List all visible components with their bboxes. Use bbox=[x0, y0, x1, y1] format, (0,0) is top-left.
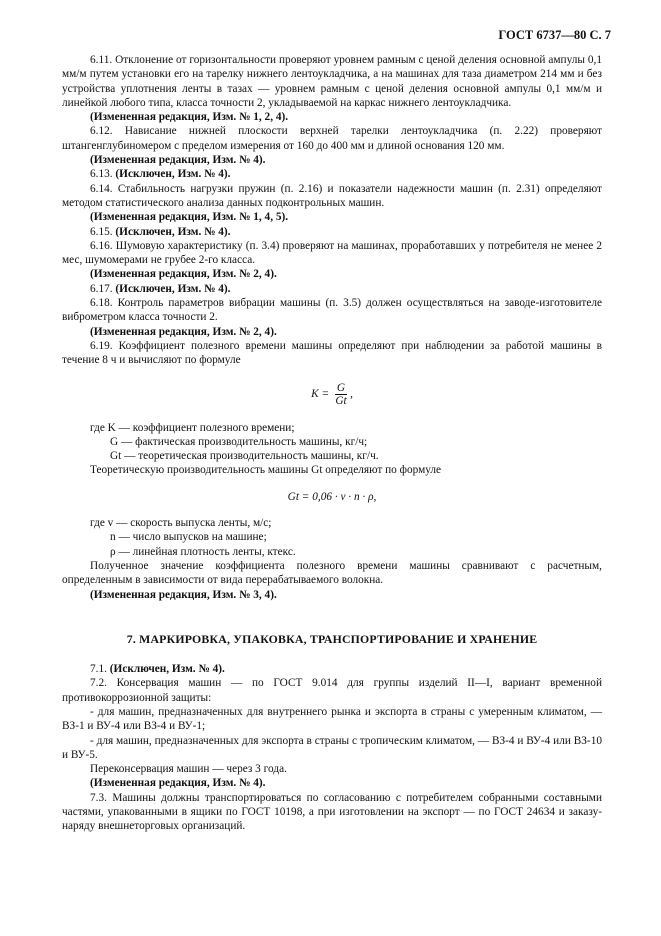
clause-6-16: 6.16. Шумовую характеристику (п. 3.4) проверяют на машинах, проработавших у потребителя не менее 2 мес, шумомерами не грубее 2-го класса. bbox=[62, 239, 602, 267]
where-gt-def: v — скорость выпуска ленты, м/с; bbox=[107, 517, 272, 530]
where-gt-line3: ρ — линейная плотность ленты, ктекс. bbox=[110, 545, 296, 558]
clause-6-17-excluded: (Исключен, Изм. № 4). bbox=[115, 282, 231, 295]
where-k-line1 bbox=[62, 421, 602, 435]
edit-note-6-11: (Измененная редакция, Изм. № 1, 2, 4). bbox=[90, 111, 289, 124]
clause-6-13 bbox=[62, 167, 602, 181]
formula-k bbox=[62, 382, 602, 407]
where-k-def: K — коэффициент полезного времени; bbox=[107, 421, 295, 434]
edit-note-6-19: (Измененная редакция, Изм. № 3, 4). bbox=[90, 588, 277, 601]
clause-6-19: 6.19. Коэффициент полезного времени машины определяют при наблюдении за работой машины в течение 8 ч и вычисляют по формуле bbox=[62, 339, 602, 367]
clause-6-17-number: 6.17. bbox=[90, 282, 113, 295]
clause-6-13-number: 6.13. bbox=[90, 168, 113, 181]
clause-6-15-excluded: (Исключен, Изм. № 4). bbox=[115, 225, 231, 238]
where-k-lead: где bbox=[90, 421, 105, 434]
edit-note-6-16: (Измененная редакция, Изм. № 2, 4). bbox=[90, 268, 277, 281]
clause-6-15-number: 6.15. bbox=[90, 225, 113, 238]
formula-k-tail: , bbox=[350, 387, 353, 400]
clause-6-17 bbox=[62, 282, 602, 296]
result-para: Полученное значение коэффициента полезного времени машины сравнивают с расчетным, определенным в зависимости от вида перерабатываемого волокна. bbox=[62, 559, 602, 587]
edit-note-7-2: (Измененная редакция, Изм. № 4). bbox=[90, 777, 266, 790]
formula-k-fraction bbox=[335, 382, 347, 407]
formula-k-numerator: G bbox=[336, 381, 346, 394]
document-body bbox=[62, 53, 602, 834]
clause-6-12: 6.12. Нависание нижней плоскости верхней тарелки лентоукладчика (п. 2.22) проверяют штангенглубиномером с пределом измерения от 160 до 400 мм и длиной основания 120 мм. bbox=[62, 125, 602, 152]
clause-7-1-number: 7.1. bbox=[90, 663, 107, 676]
clause-7-2-item-a: - для машин, предназначенных для внутреннего рынка и экспорта в страны с умеренным климатом, — ВЗ-1 и ВУ-4 или ВЗ-4 и ВУ-1; bbox=[62, 705, 602, 733]
clause-7-2: 7.2. Консервация машин — по ГОСТ 9.014 для группы изделий II—I, вариант временной противокоррозионной защиты: bbox=[62, 677, 602, 704]
clause-7-2-item-b: - для машин, предназначенных для экспорта в страны с тропическим климатом, — ВЗ-4 и ВУ-4 или ВЗ-10 и ВУ-5. bbox=[62, 734, 602, 761]
page-header: ГОСТ 6737—80 С. 7 bbox=[498, 28, 611, 42]
clause-7-1-excluded: (Исключен, Изм. № 4). bbox=[109, 663, 225, 676]
clause-7-1 bbox=[62, 662, 602, 676]
formula-gt: Gt = 0,06 · v · n · ρ, bbox=[287, 490, 377, 503]
theoretical-productivity-para: Теоретическую производительность машины Gt определяют по формуле bbox=[90, 464, 442, 477]
formula-k-denominator: Gt bbox=[335, 394, 347, 407]
where-gt-line2: n — число выпусков на машине; bbox=[110, 531, 267, 544]
clause-7-2-reconservation: Переконсервация машин — через 3 года. bbox=[90, 763, 287, 776]
where-gt-line1 bbox=[62, 516, 602, 530]
clause-7-3: 7.3. Машины должны транспортироваться по согласованию с потребителем собранными составными частями, упакованными в ящики по ГОСТ 10198, а при изготовлении на экспорт — по ГОСТ 24634 и заказу-наряду внешнеторговых организаций. bbox=[62, 791, 602, 833]
where-k-line2: G — фактическая производительность машины, кг/ч; bbox=[110, 435, 368, 448]
edit-note-6-14: (Измененная редакция, Изм. № 1, 4, 5). bbox=[90, 211, 289, 224]
where-k-line3: Gt — теоретическая производительность машины, кг/ч. bbox=[110, 450, 379, 463]
edit-note-6-18: (Измененная редакция, Изм. № 2, 4). bbox=[90, 325, 277, 338]
clause-6-11: 6.11. Отклонение от горизонтальности проверяют уровнем рамным с ценой деления основной ампулы 0,1 мм/м путем установки его на тарелку нижнего лентоукладчика, а на машинах для таза диаметром 214 мм и без устройства уплотнения ленты в тазах — уровнем рамным с ценой деления основной ампулы 0,1 мм/м и линейкой любого типа, класса точности 2, укладываемой на каркас нижнего лентоукладчика. bbox=[62, 54, 602, 109]
clause-6-18: 6.18. Контроль параметров вибрации машины (п. 3.5) должен осуществляться на заводе-изготовителе виброметром класса точности 2. bbox=[62, 297, 602, 324]
section-7-title: 7. МАРКИРОВКА, УПАКОВКА, ТРАНСПОРТИРОВАНИЕ И ХРАНЕНИЕ bbox=[126, 631, 538, 646]
clause-6-14: 6.14. Стабильность нагрузки пружин (п. 2.16) и показатели надежности машин (п. 2.31) определяют методом статистического анализа данных подконтрольных машин. bbox=[62, 182, 602, 209]
formula-k-lhs: K = bbox=[311, 387, 330, 400]
edit-note-6-12: (Измененная редакция, Изм. № 4). bbox=[90, 154, 266, 167]
clause-6-15 bbox=[62, 225, 602, 239]
where-gt-lead: где bbox=[90, 517, 105, 530]
clause-6-13-excluded: (Исключен, Изм. № 4). bbox=[115, 168, 231, 181]
